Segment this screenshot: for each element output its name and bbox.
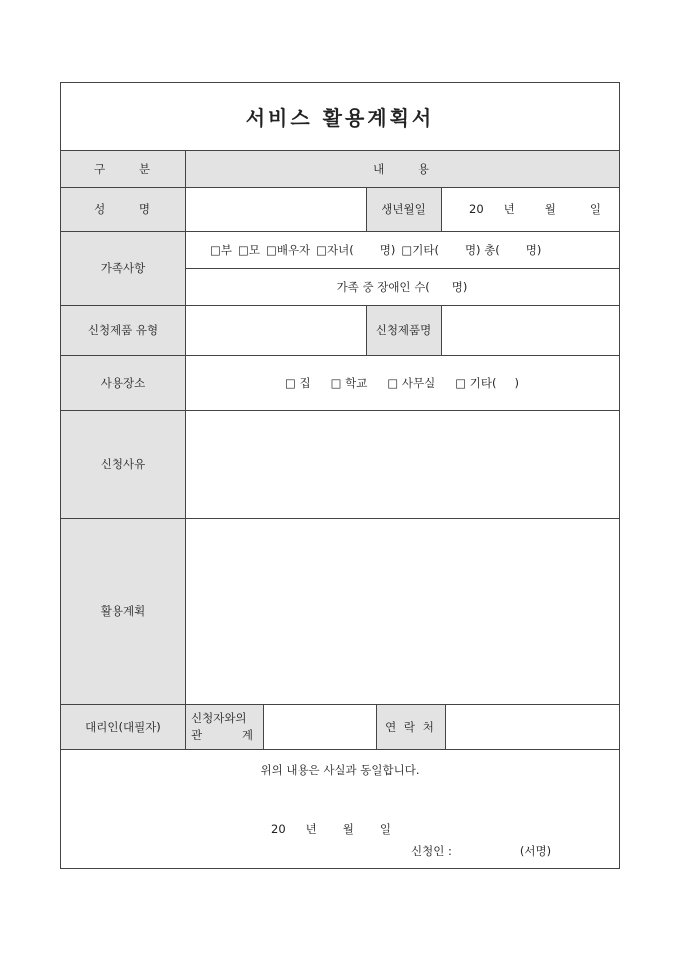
grid-line bbox=[185, 268, 619, 269]
birth-month-unit: 월 bbox=[544, 202, 556, 216]
signature-label: (서명) bbox=[519, 844, 552, 858]
service-plan-form bbox=[60, 82, 620, 869]
reason-field[interactable] bbox=[185, 410, 619, 518]
family-options[interactable] bbox=[185, 231, 619, 268]
family-option-mother[interactable]: □모 bbox=[237, 242, 260, 257]
grid-line bbox=[366, 187, 367, 231]
location-option-office[interactable]: □ 사무실 bbox=[387, 375, 436, 390]
location-other-end: ) bbox=[514, 375, 519, 390]
grid-line bbox=[61, 410, 619, 411]
reason-label: 신청사유 bbox=[61, 410, 185, 518]
footer-year-prefix: 20 bbox=[271, 822, 286, 836]
location-options[interactable] bbox=[185, 355, 619, 410]
relation-label-line2a: 관 bbox=[191, 727, 203, 742]
birth-date-label: 생년월일 bbox=[366, 187, 441, 231]
contact-label: 연 락 처 bbox=[376, 704, 445, 749]
form-title: 서비스 활용계획서 bbox=[245, 106, 435, 130]
grid-line bbox=[61, 150, 619, 151]
grid-line bbox=[376, 704, 377, 749]
grid-line bbox=[441, 187, 442, 231]
family-label: 가족사항 bbox=[61, 231, 185, 305]
grid-line bbox=[61, 305, 619, 306]
family-option-children[interactable]: □자녀( bbox=[316, 242, 354, 257]
name-field[interactable] bbox=[185, 187, 366, 231]
product-name-label: 신청제품명 bbox=[366, 305, 441, 355]
header-category: 구 분 bbox=[61, 150, 185, 187]
name-label: 성 명 bbox=[61, 187, 185, 231]
footer-month-unit: 월 bbox=[342, 822, 354, 836]
relation-label-line1: 신청자와의 bbox=[191, 710, 247, 725]
grid-line bbox=[445, 704, 446, 749]
location-option-home[interactable]: □ 집 bbox=[285, 375, 311, 390]
family-option-other[interactable]: □기타( bbox=[401, 242, 439, 257]
grid-line bbox=[61, 231, 619, 232]
agent-label: 대리인(대필자) bbox=[61, 704, 185, 749]
contact-field[interactable] bbox=[445, 704, 619, 749]
plan-field[interactable] bbox=[185, 518, 619, 704]
location-option-school[interactable]: □ 학교 bbox=[330, 375, 368, 390]
product-type-field[interactable] bbox=[185, 305, 366, 355]
family-total-start: 명) 총( bbox=[464, 242, 500, 257]
grid-line bbox=[61, 518, 619, 519]
statement-text: 위의 내용은 사실과 동일합니다. bbox=[260, 763, 420, 777]
location-option-other[interactable]: □ 기타( bbox=[455, 375, 497, 390]
relation-label bbox=[185, 704, 263, 749]
birth-year-unit: 년 bbox=[503, 202, 515, 216]
product-name-field[interactable] bbox=[441, 305, 619, 355]
header-content: 내 용 bbox=[185, 150, 619, 187]
grid-line bbox=[441, 305, 442, 355]
applicant-label: 신청인 : bbox=[411, 844, 452, 858]
grid-line bbox=[61, 187, 619, 188]
family-option-father[interactable]: □부 bbox=[210, 242, 232, 257]
plan-label: 활용계획 bbox=[61, 518, 185, 704]
disabled-count-label: 가족 중 장애인 수( bbox=[336, 279, 430, 294]
footer-year-unit: 년 bbox=[305, 822, 317, 836]
product-type-label: 신청제품 유형 bbox=[61, 305, 185, 355]
disabled-count-end: 명) bbox=[451, 279, 468, 294]
footer-date[interactable] bbox=[271, 818, 431, 840]
family-total-end: 명) bbox=[525, 242, 542, 257]
relation-field[interactable] bbox=[263, 704, 376, 749]
grid-line bbox=[185, 150, 186, 749]
family-children-count-end: 명) bbox=[379, 242, 396, 257]
grid-line bbox=[61, 704, 619, 705]
footer-day-unit: 일 bbox=[379, 822, 391, 836]
location-label: 사용장소 bbox=[61, 355, 185, 410]
disabled-count-field[interactable] bbox=[185, 268, 619, 305]
grid-line bbox=[263, 704, 264, 749]
birth-day-unit: 일 bbox=[589, 202, 601, 216]
birth-year-prefix: 20 bbox=[469, 202, 484, 216]
family-option-spouse[interactable]: □배우자 bbox=[265, 242, 311, 257]
grid-line bbox=[61, 355, 619, 356]
birth-date-field[interactable] bbox=[441, 187, 619, 231]
grid-line bbox=[61, 749, 619, 750]
grid-line bbox=[366, 305, 367, 355]
relation-label-line2b: 계 bbox=[241, 727, 253, 742]
applicant-signature-line[interactable] bbox=[411, 840, 571, 862]
